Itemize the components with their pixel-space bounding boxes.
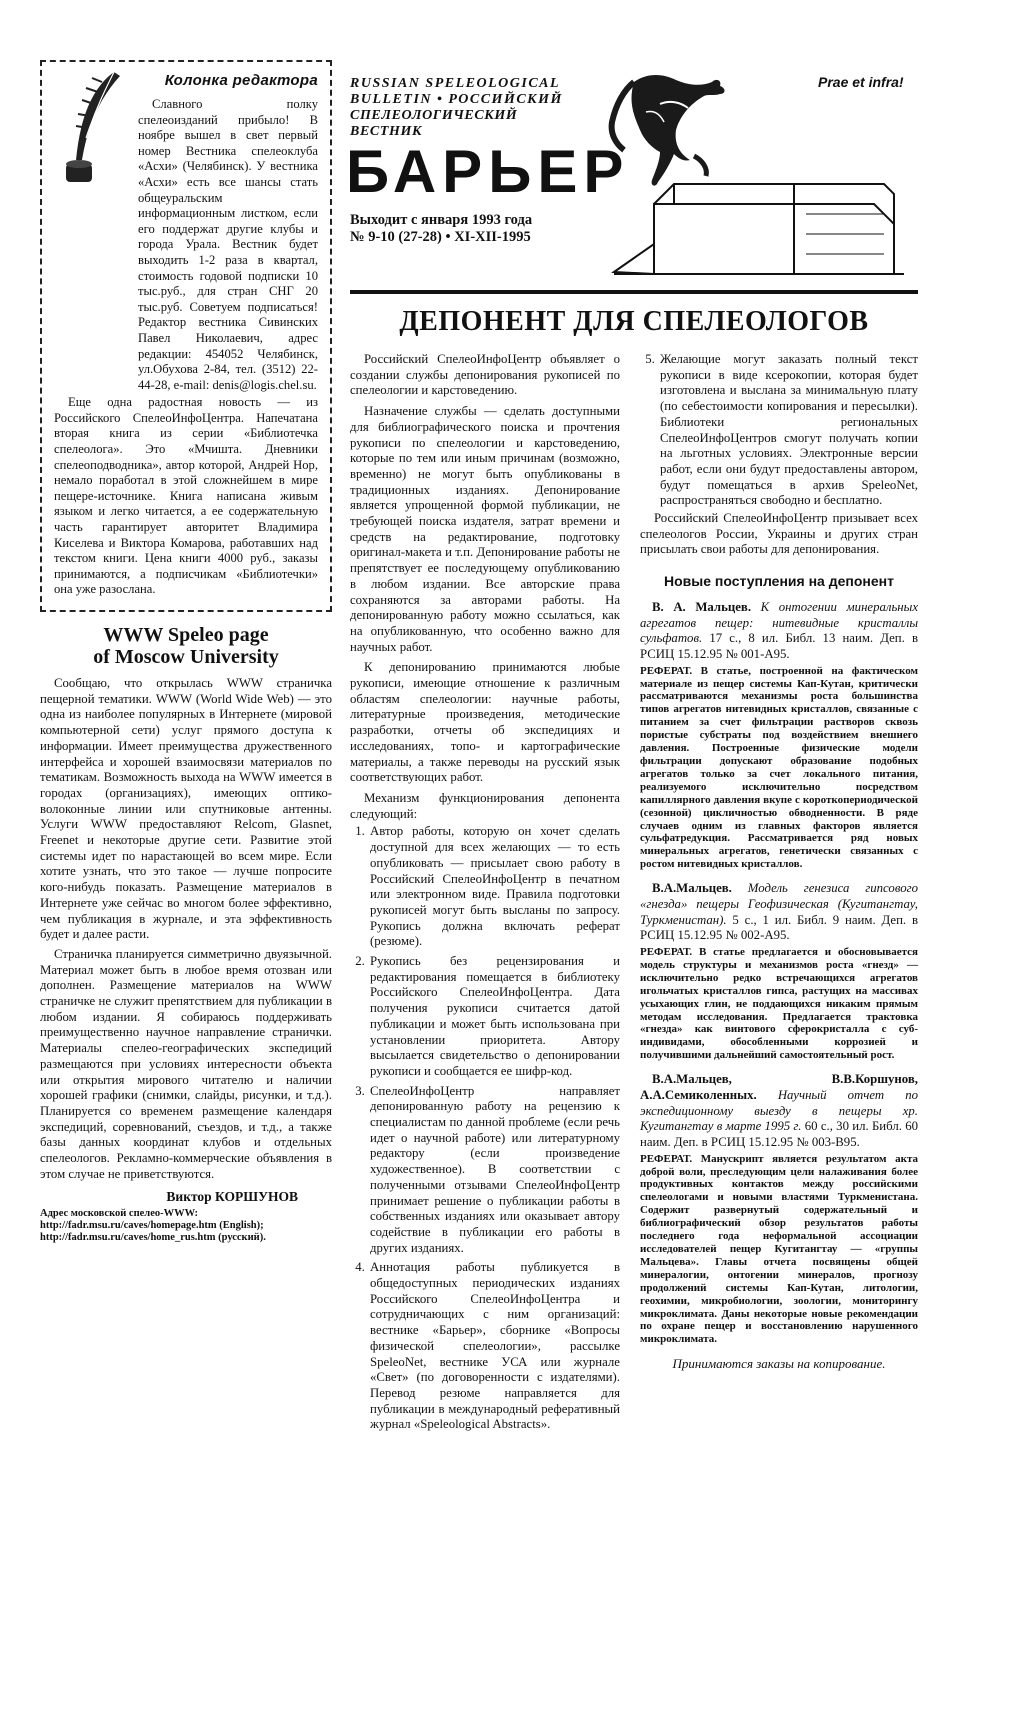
deponent-headline: ДЕПОНЕНТ ДЛЯ СПЕЛЕОЛОГОВ	[399, 306, 869, 337]
issue-line-1: Выходит с января 1993 года	[350, 212, 533, 228]
deponent-paragraph-2: Назначение службы — сделать доступными для библиографического поиска и прочтения рукописи по спелеологии и карстоведению, которые по тем или иным причинам (возможно, временно) не могут быть опубликованы в традиционных изданиях. Депонирование является упрощенной формой публикации, не требующей поиска издателя, затрат времени и средств на редактирование, подготовку оригинал-макета и т.п. Депонирование работы не препятствует ее последующему опубликованию в любом издании. Все авторские права сохраняются за авторами работы. На депонированную работу можно ссылаться, как на опубликованную, что особенно важно для научных работ.	[350, 404, 620, 654]
entry-1-ref-label: РЕФЕРАТ.	[640, 664, 693, 677]
www-address-label: Адрес московской спелео-WWW:	[40, 1208, 199, 1220]
entry-1-ref: В статье, построенной на фактическом материале из пещер системы Кап-Кутан, критически рассматриваются механизмы роста большинства типов агрегатов нитевидных кристаллов, связанные с питанием за счет фильтрации растворов сквозь пористые субстраты под воздействием внешнего давления. Построенные физические модели фильтрации допускают образование подобных агрегатов только за счет локального питания, реализуемого исключительно посредством капиллярного давления вкупе с короткопериодической (сезонной) цикличностью обводненности. В ряде случаев одним из главных факторов является сульфатредукция. Рассматривается ряд новых минеральных агрегатов, генетически связанных с ростом нитевидных кристаллов.	[640, 664, 919, 871]
deponent-steps-list-continued	[640, 352, 918, 509]
www-paragraph-2: Страничка планируется симметрично двуязычной. Материал может быть в любое время отозван или дополнен. Размещение материалов на WWW страничке не служит препятствием для публикации в любом издании. Я собираюсь поддерживать преимущественно научное направление странички. Материалы спелео-географических экспедиций размещаются при условиях интересности объекта или открытия мирового читателю и наличии хорошей графики (снимки, слайды, рисунки, и т.д.). Планируется со временем размещение календаря экспедиций, соревнований, съездов, и т.д., а также базы данных координат клубов и отдельных спелеологов. Рекламно-коммерческие объявления в этом случае не приветствуются.	[40, 946, 332, 1181]
motto: Prae et infra!	[818, 74, 904, 90]
www-title-line-1: WWW Speleo page	[103, 624, 269, 646]
www-address-block	[40, 1208, 332, 1244]
entry-3-ref: Манускрипт является результатом акта доброй воли, преследующим цели налаживания более продуктивных контактов между российскими спелеологами и новыми властями Туркменистана. Содержит развернутый содержательный и библиографический обзор результатов работы последнего года неформальной ассоциации исследователей пещер Кугитангтау — «группы Мальцева». Главы отчета посвящены общей минералогии, онтогении минералов, прогнозу продолжений системы Кап-Кутан, литологии, геохимии, микробиологии, зоологии, мониторингу микроклимата. Даны некоторые новые рекомендации по охране пещер и восстановлению нарушенного микроклимата.	[640, 1152, 919, 1346]
new-item-entry	[640, 1072, 918, 1346]
masthead-line-2: BULLETIN • РОССИЙСКИЙ	[350, 92, 563, 107]
quill-pen-icon	[62, 68, 124, 188]
entry-1-author: В. А. Мальцев.	[652, 599, 752, 614]
entry-2-meta: 5 с., 1 ил. Библ. 9 наим. Деп. в РСИЦ 15.12.95 № 002-А95.	[640, 912, 918, 943]
horse-barrier-emblem	[594, 64, 918, 290]
deponent-step-2: 2. Рукопись без рецензирования и редактирования помещается в библиотеку Российского СпелеоИнфоЦентра. Дата получения рукописи считается датой публикации и может быть использована при установлении приоритета. Автору высылается свидетельство о депонировании рукописи и сообщается ее шифр-код.	[368, 954, 620, 1080]
entry-3-ref-label: РЕФЕРАТ.	[640, 1152, 693, 1165]
masthead-english-block	[350, 76, 590, 140]
www-address-russian-link[interactable]: http://fadr.msu.ru/caves/home_rus.htm (русский).	[40, 1232, 266, 1244]
masthead-line-1: RUSSIAN SPELEOLOGICAL	[350, 76, 561, 91]
www-paragraph-1: Сообщаю, что открылась WWW страничка пещерной тематики. WWW (World Wide Web) — это одна из наиболее популярных в Интернете (мировой компьютерной сети) услуг прямого доступа к информации. Имеет преимущества дружественного интерфейса и хорошей взаимосвязи материалов по тематикам. Возможность выхода на WWW имеется в городах (организациях), имеющих оптико-волоконные линии или спутниковые антенны. Услуги WWW предоставляют Relcom, Glasnet, Freenet и некоторые другие сети. Развитие этой системы идет по нарастающей во всем мире. Если хотите узнать, что это такое — лучше попросите кого-нибудь показать. Размещение материалов в Интернете уже сейчас во многом более эффективно, чем публикация в журнале, и эта эффективность будет и далее расти.	[40, 676, 332, 942]
editor-paragraph-2: Еще одна радостная новость — из Российского СпелеоИнфоЦентра. Напечатана вторая книга из серии «Библиотечка спелеолога». Это «Мчишта. Дневники спелеоподводника», автор которой, Андрей Нор, немало поработал в этой сложнейшем в мире пещере-источнике. Книга написана живым языком и легко читается, а ее содержательную часть гарантирует авторитет Владимира Киселева и Виктора Комарова, работавших над текстом книги. Цена книги 4000 руб., заказы принимаются, а подписчикам «Библиотечки» она уже разослана.	[54, 395, 318, 597]
new-items-title: Новые поступления на депонент	[664, 573, 894, 590]
deponent-step-3: 3. СпелеоИнфоЦентр направляет депонированную работу на рецензию к специалистам по данной проблеме (если речь идет о научной работе) или литературному редактору (если произведение художественное). В соответствии с полученными отзывами СпелеоИнфоЦентр принимает решение о публикации работы в собственных изданиях или оказывает автору содействие в публикации его работы в других изданиях.	[368, 1084, 620, 1257]
www-title-line-2: of Moscow University	[93, 646, 279, 668]
deponent-article-continued	[640, 352, 918, 1372]
new-item-entry	[640, 600, 918, 871]
deponent-steps-list	[350, 824, 620, 1433]
entry-2-ref-label: РЕФЕРАТ.	[640, 945, 693, 958]
entry-3-meta: 60 с., 30 ил. Библ. 60 наим. Деп. в РСИЦ 15.12.95 № 003-В95.	[640, 1119, 919, 1149]
issue-line-2: № 9-10 (27-28) • XI-XII-1995	[350, 229, 531, 245]
entry-2-author: В.А.Мальцев.	[652, 881, 732, 896]
www-article-title	[40, 624, 332, 668]
copy-orders-note: Принимаются заказы на копирование.	[672, 1356, 886, 1372]
masthead-rule	[350, 290, 918, 294]
entry-1-meta: 17 с., 8 ил. Библ. 13 наим. Деп. в РСИЦ 15.12.95 № 001-А95.	[640, 631, 918, 661]
deponent-paragraph-1: Российский СпелеоИнфоЦентр объявляет о создании службы депонирования рукописей по спелеологии и карстоведению.	[350, 352, 620, 398]
deponent-paragraph-3: К депонированию принимаются любые рукописи, имеющие отношение к различным областям спелеологии: научные работы, литературные произведения, методические разработки, отчеты об экспедициях и исследованиях, топо- и картографические материалы, а также переводы на русский язык соответствующих работ.	[350, 660, 620, 785]
masthead-line-3: СПЕЛЕОЛОГИЧЕСКИЙ ВЕСТНИК	[350, 108, 518, 139]
entry-3-work: Научный отчет по экспедиционному выезду в пещеры хр. Кугитангтау в марте 1995 г.	[640, 1087, 918, 1134]
deponent-step-1: 1. Автор работы, которую он хочет сделать доступной для всех желающих — то есть опубликовать — присылает свою работу в Российский СпелеоИнфоЦентр в печатном или электронном виде. Правила подготовки рукописей могут быть высланы по запросу. Рукопись должна включать реферат (резюме).	[368, 824, 620, 950]
editor-column-title: Колонка редактора	[164, 72, 318, 89]
www-author: Виктор КОРШУНОВ	[166, 1188, 298, 1204]
entry-2-work: Модель генезиса гипсового «гнезда» пещеры Геофизическая (Кугитангтау, Туркменистан).	[640, 881, 918, 927]
deponent-step-5: 5. Желающие могут заказать полный текст рукописи в виде ксерокопии, которая будет изготовлена и выслана за минимальную плату (по себестоимости копирования и пересылки). Библиотеки региональных СпелеоИнфоЦентров смогут получать копии на льготных условиях. Электронные версии работ, если они будут предоставлены автором, будут помещаться в архив SpeleoNet, распространяться свободно и бесплатно.	[658, 352, 918, 509]
www-article-body	[40, 676, 332, 1244]
entry-2-ref: В статье предлагается и обосновывается модель структуры и механизмов роста «гнезд» — исключительно редко встречающихся агрегатов игольчатых кристаллов гипса, растущих на массивах усыхающих глин, не поддающихся никаким прямым методам исследования. Предлагается трактовка «гнезда» как винтового сферокристалла с суб-индивидами, обособленными коррозией и получившими дальнейший самостоятельный рост.	[640, 945, 918, 1062]
entry-3-author: В.А.Мальцев, В.В.Коршунов, А.А.Семиколенных.	[640, 1072, 918, 1102]
deponent-paragraph-4: Механизм функционирования депонента следующий:	[350, 790, 620, 821]
new-item-entry	[640, 881, 918, 1062]
editor-paragraph-1: Славного полку спелеоизданий прибыло! В ноябре вышел в свет первый номер Вестника спелеоклуба «Асхи» (Челябинск). У вестника «Асхи» есть все шансы стать общеуральским информационным листком, если его поддержат другие клубы и города Урала. Вестник будет выходить 1-2 раза в квартал, стоимость годовой подписки 10 тыс.руб., для стран СНГ 20 тыс.руб. Советуем подписаться! Редактор вестника Сивинских Павел Николаевич, адрес редакции: 454052 Челябинск, ул.Обухова 2-84, тел. (3512) 22-44-28, e-mail: denis@logis.chel.su.	[138, 97, 318, 392]
deponent-article-body	[350, 352, 620, 1433]
deponent-closing-paragraph: Российский СпелеоИнфоЦентр призывает всех спелеологов России, Украины и других стран присылать свои работы для депонирования.	[640, 511, 918, 557]
masthead-issue-block	[350, 212, 590, 246]
masthead-title: БАРЬЕР	[346, 138, 630, 205]
masthead	[346, 64, 918, 292]
entry-1-work: К онтогении минеральных агрегатов пещер: нитевидные кристаллы сульфатов.	[640, 599, 918, 646]
deponent-step-4: 4. Аннотация работы публикуется в общедоступных периодических изданиях Российского СпелеоИнфоЦентра и сотрудничающих с ним организаций: вестнике «Барьер», сборнике «Вопросы физической спелеологии», рассылке SpeleoNet, вестнике УСА или журнале «Свет» (по договоренности с издателями). Перевод резюме направляется для публикации в международный реферативный журнал «Speleological Abstracts».	[368, 1260, 620, 1433]
editor-column-box	[40, 60, 332, 612]
www-address-english-link[interactable]: http://fadr.msu.ru/caves/homepage.htm (English);	[40, 1220, 264, 1232]
